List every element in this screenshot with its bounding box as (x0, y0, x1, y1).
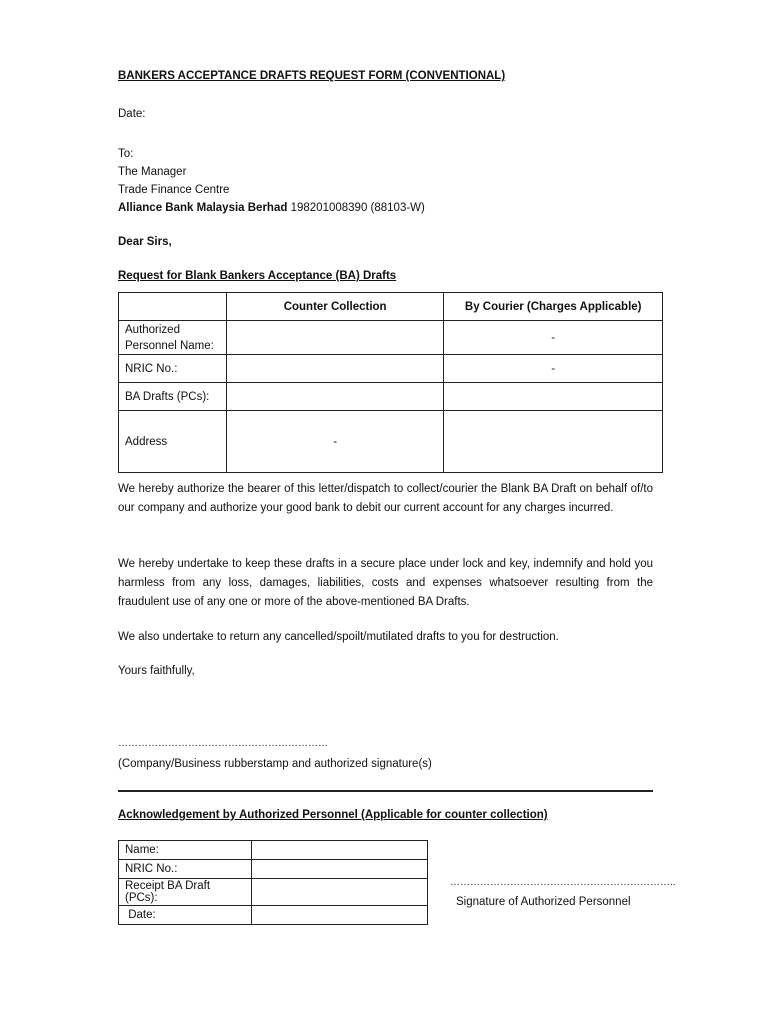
table-row (119, 321, 663, 355)
acknowledgement-table (118, 840, 428, 925)
signature-caption: (Company/Business rubberstamp and authorized signature(s) (118, 758, 432, 770)
acknowledgement-heading: Acknowledgement by Authorized Personnel (Applicable for counter collection) (118, 809, 548, 821)
ack-value-cell[interactable] (251, 841, 427, 860)
table-row (119, 841, 428, 860)
personnel-signature-dotted-line: ………………………………………………………….. (450, 877, 676, 888)
row-label: NRIC No.: (119, 355, 227, 383)
table-row (119, 906, 428, 925)
table-row (119, 355, 663, 383)
table-row (119, 383, 663, 411)
ack-label: Name: (119, 841, 252, 860)
row-label: Address (119, 411, 227, 473)
authorization-paragraph: We hereby authorize the bearer of this letter/dispatch to collect/courier the Blank BA Draft on behalf of/to our company and authorize your good bank to debit our current account for any charges incurred. (118, 483, 653, 514)
form-title: BANKERS ACCEPTANCE DRAFTS REQUEST FORM (CONVENTIONAL) (118, 70, 506, 82)
request-table (118, 292, 663, 473)
to-label: To: (118, 148, 134, 160)
bank-reg: 198201008390 (88103-W) (287, 202, 425, 214)
counter-cell[interactable] (226, 321, 444, 355)
recipient-line1: The Manager (118, 166, 187, 178)
header-counter-collection: Counter Collection (226, 293, 444, 321)
return-drafts-paragraph: We also undertake to return any cancelled/spoilt/mutilated drafts to you for destruction. (118, 631, 559, 643)
recipient-block (118, 145, 425, 217)
ack-label: Receipt BA Draft (PCs): (119, 879, 252, 906)
salutation: Dear Sirs, (118, 236, 172, 248)
closing-line: Yours faithfully, (118, 665, 195, 677)
ack-value-cell[interactable] (251, 906, 427, 925)
courier-cell[interactable] (444, 411, 663, 473)
courier-cell[interactable] (444, 383, 663, 411)
ack-value-cell[interactable] (251, 860, 427, 879)
signature-dotted-line: ……………………………………………………… (118, 738, 328, 749)
ack-value-cell[interactable] (251, 879, 427, 906)
row-label: Authorized Personnel Name: (119, 321, 227, 355)
recipient-line2: Trade Finance Centre (118, 184, 230, 196)
counter-cell[interactable]: - (226, 411, 444, 473)
bank-name: Alliance Bank Malaysia Berhad (118, 202, 288, 214)
request-table-header (119, 293, 663, 321)
counter-cell[interactable] (226, 383, 444, 411)
table-row (119, 860, 428, 879)
row-label: BA Drafts (PCs): (119, 383, 227, 411)
header-by-courier: By Courier (Charges Applicable) (444, 293, 663, 321)
courier-cell[interactable]: - (444, 321, 663, 355)
ack-label: NRIC No.: (119, 860, 252, 879)
ack-label: Date: (119, 906, 252, 925)
table-row (119, 879, 428, 906)
bank-line (118, 199, 425, 217)
request-heading: Request for Blank Bankers Acceptance (BA) Drafts (118, 270, 397, 282)
header-blank (119, 293, 227, 321)
personnel-signature-caption: Signature of Authorized Personnel (456, 896, 631, 908)
courier-cell[interactable]: - (444, 355, 663, 383)
undertaking-paragraph: We hereby undertake to keep these drafts in a secure place under lock and key, indemnify and hold you harmless from any loss, damages, liabilities, costs and expenses whatsoever resulting from the fraudulent use of any one or more of the above-mentioned BA Drafts. (118, 558, 653, 608)
counter-cell[interactable] (226, 355, 444, 383)
date-label: Date: (118, 108, 146, 120)
table-row (119, 411, 663, 473)
section-divider (118, 790, 653, 792)
